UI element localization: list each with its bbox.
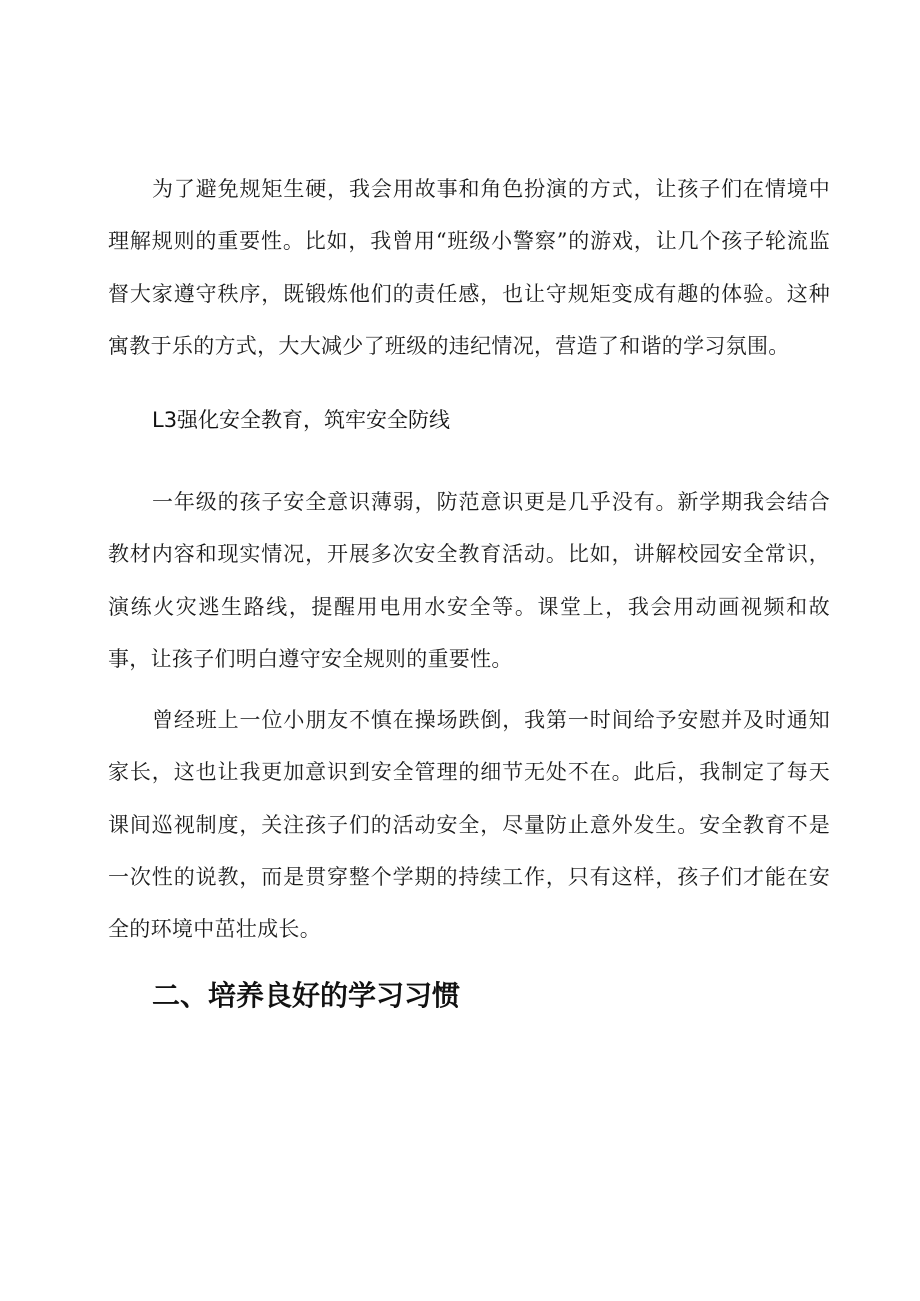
paragraph-safety-awareness: 一年级的孩子安全意识薄弱，防范意识更是几乎没有。新学期我会结合教材内容和现实情况，开展多次安全教育活动。比如，讲解校园安全常识，演练火灾逃生路线，提醒用电用水安全等。课堂上，我会用动画视频和故事，让孩子们明白遵守安全规则的重要性。 (108, 490, 830, 671)
paragraph-playground-incident: 曾经班上一位小朋友不慎在操场跌倒，我第一时间给予安慰并及时通知家长，这也让我更加意识到安全管理的细节无处不在。此后，我制定了每天课间巡视制度，关注孩子们的活动安全，尽量防止意外发生。安全教育不是一次性的说教，而是贯穿整个学期的持续工作，只有这样，孩子们才能在安全的环境中茁壮成长。 (108, 708, 830, 942)
paragraph-rules-roleplay: 为了避免规矩生硬，我会用故事和角色扮演的方式，让孩子们在情境中理解规则的重要性。比如，我曾用“班级小警察”的游戏，让几个孩子轮流监督大家遵守秩序，既锻炼他们的责任感，也让守规矩变成有趣的体验。这种寓教于乐的方式，大大减少了班级的违纪情况，营造了和谐的学习氛围。 (108, 177, 830, 358)
section-heading-study-habits: 二、培养良好的学习习惯 (152, 979, 461, 1012)
subheading-safety-education: L3强化安全教育，筑牢安全防线 (152, 408, 451, 432)
